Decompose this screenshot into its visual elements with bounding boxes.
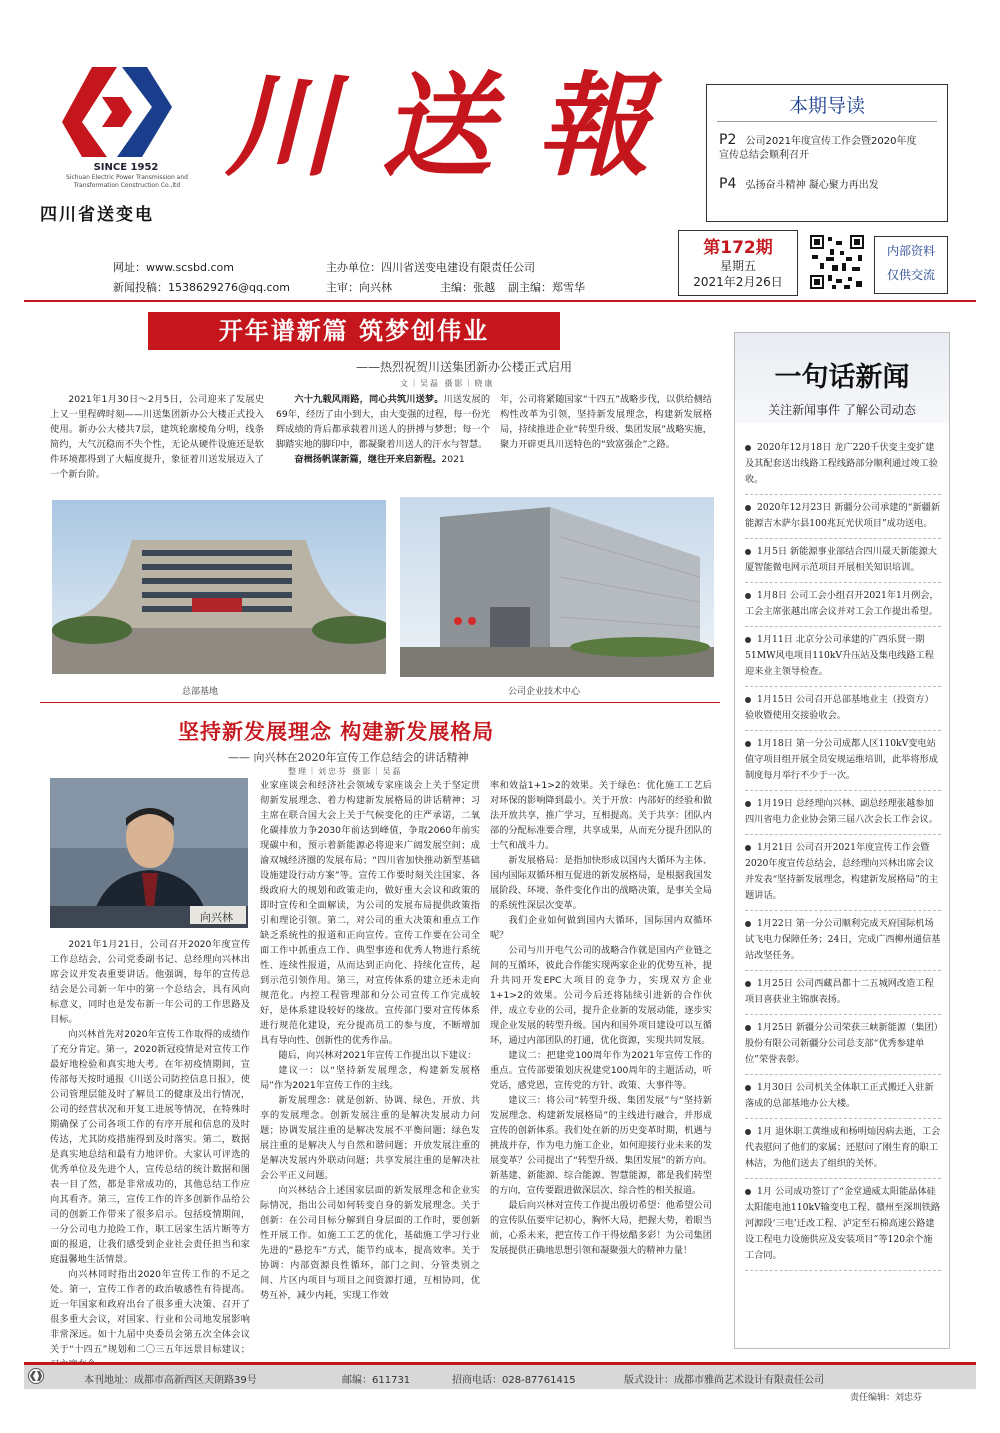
- footer-phone: 招商电话：028-87761415: [452, 1375, 576, 1386]
- news-item-text: 1月18日 第一分公司成都人区110kV变电站值守项目组开展全员安规运维培训，此举将形成制度每月举行不少于一次。: [745, 738, 938, 781]
- bullet-icon: [745, 505, 751, 511]
- speaker-photo: [50, 778, 248, 928]
- logo-name: 四川省送变电: [40, 205, 154, 225]
- article2-col1: [50, 937, 250, 1372]
- news-subtitle: 关注新闻事件 了解公司动态: [768, 403, 916, 417]
- article1-subtitle: ——热烈祝贺川送集团新办公楼正式启用: [356, 360, 573, 374]
- chief-reviewer: 主审：向兴林: [326, 281, 392, 294]
- footer-design: 版式设计：成都市雅尚艺术设计有限责任公司: [624, 1375, 824, 1386]
- website[interactable]: 网址：www.scsbd.com: [113, 261, 234, 274]
- editor-in-chief: 主编：张越: [440, 281, 495, 294]
- paragraph: 率和效益1+1>2的效果。关于绿色：优化施工工艺后对环保的影响降到最小。关于开放：内部好的经验和做法开放共享，推广学习，互相提高。关于共享：团队内部的分配标准要合理，共享成果，从而充分提升团队的士气和战斗力。: [490, 780, 712, 851]
- bullet-icon: [745, 741, 751, 747]
- company-logo: [62, 62, 172, 162]
- paragraph: 年，公司将紧随国家“十四五”战略步伐，以供给侧结构性改革为引领，坚持新发展理念，构建新发展格局，持续推进企业“转型升级、集团发展”战略实施，聚力开辟更具川送特色的“致富强企”之路。: [500, 394, 712, 450]
- paragraph: 新发展理念：就是创新、协调、绿色、开放、共享的发展理念。创新发展注重的是解决发展动力问题；协调发展注重的是解决发展不平衡问题；绿色发展注重的是解决人与自然和谐问题；开放发展注重的是解决发展内外联动问题；共享发展注重的是解决社会公平正义问题。: [260, 1095, 480, 1181]
- tech-center-photo: [400, 497, 714, 677]
- guide-item[interactable]: [719, 133, 919, 163]
- bullet-icon: [745, 981, 751, 987]
- bullet-icon: [745, 845, 751, 851]
- footer-postcode: 邮编：611731: [342, 1375, 411, 1386]
- news-item[interactable]: [745, 583, 941, 627]
- news-list: [745, 435, 941, 1271]
- paragraph: 最后向兴林对宣传工作提出殷切希望：他希望公司的宣传队伍要牢记初心，胸怀大局，把握大势，着眼当前，心系未来，把宣传工作干得炫酷多彩！为公司集团发展提供正确地思想引领和凝聚强大的精神力量！: [490, 1200, 712, 1256]
- paragraph: 向兴林结合上述国家层面的新发展理念和企业实际情况，指出公司如何转变自身的新发展理念。关于创新：在公司目标分解到自身层面的工作时，要创新性开展工作。如施工工艺的优化，基础施工学习行业先进的“悬挖车”方式，能节约成本，提高效率。关于协调：内部资源良性循环，部门之间、分管类别之间、片区内项目与项目之间资源打通，互相协同，优势互补，减少内耗，实现工作效: [260, 1185, 480, 1301]
- brief-news-panel: [734, 332, 950, 1349]
- news-item-text: 1月11日 北京分公司承建的广西乐贤一期51MW风电项目110kV升压站及集电线路工程迎来业主领导检查。: [745, 634, 934, 677]
- lead: 奋楫扬帆谋新篇，继往开来启新程。: [294, 454, 442, 465]
- article1-col3: [500, 392, 712, 452]
- bullet-icon: [745, 801, 751, 807]
- news-title: 一句话新闻: [774, 362, 910, 393]
- paragraph: 我们企业如何做到国内大循环，国际国内双循环呢？: [490, 915, 712, 941]
- masthead-title: 川送報: [225, 61, 693, 192]
- bullet-icon: [745, 445, 751, 451]
- news-item-text: 1月21日 公司召开2021年度宣传工作会暨2020年度宣传总结会，总经理向兴林出席会议并发表“坚持新发展理念，构建新发展格局”的主题讲话。: [745, 842, 939, 901]
- article1-col2: [276, 392, 490, 467]
- news-item-text: 1月15日 公司召开总部基地业主（投资方）验收暨使用交接验收会。: [745, 694, 934, 721]
- paragraph: [276, 392, 490, 452]
- photo1-caption: 总部基地: [182, 687, 219, 697]
- text: 2021: [441, 454, 465, 465]
- article2-col3: [490, 778, 712, 1258]
- bullet-icon: [745, 1025, 751, 1031]
- text: 川送发展的69年，经历了由小到大，由大变强的过程，每一份光辉成绩的背后都承载着川送人的拼搏与梦想；每一个脚踏实地的脚印中，都凝聚着川送人的汗水与智慧。: [276, 394, 491, 450]
- guide-item[interactable]: [719, 177, 879, 193]
- news-item-text: 2020年12月18日 龙广220千伏变主变扩建及其配套送出线路工程线路部分顺利通过竣工验收。: [745, 442, 938, 485]
- paragraph: [276, 452, 490, 467]
- responsible-editor: 责任编辑：刘忠芬: [850, 1393, 923, 1403]
- bullet-icon: [745, 921, 751, 927]
- news-item-text: 1月25日 公司西藏昌都十二五城网改造工程项目喜获业主锦旗表扬。: [745, 978, 934, 1005]
- paragraph: 业家座谈会和经济社会领域专家座谈会上关于坚定贯彻新发展理念、着力构建新发展格局的讲话精神；习主席在联合国大会上关于气候变化的庄严承诺，二氧化碳排放力争2030年前达到峰值，争取2060年前实现碳中和，预示着新能源必将迎来广阔发展空间；成渝双城经济圈的发展布局；“四川省加快推动新型基础设施建设行动方案”等。宣传工作要时刻关注国家、各级政府大的规划和政策走向，做好重大会议和政策的即时宣传和全面解读，为公司的发展布局提供政策指引和理论引领。第二，对公司的重大决策和重点工作缺乏系统性的报道和正向宣传。宣传工作要在公司全面工作中抓重点工作、典型事迹和优秀人物进行系统性、连续性报道，从而达到正向化、持续化宣传，起到示范引领作用。第三，对宣传体系的建立还未走向规范化。内控工程管理部和分公司宣传工作完成较好，是体系建设较好的缘故。宣传部门要对宣传体系进行规范化建设，充分提高员工的参与度，不断增加具有导向性、创新性的优秀作品。: [260, 780, 480, 1046]
- speaker-nameplate: 向兴林: [200, 911, 233, 924]
- news-item-text: 1月30日 公司机关全体职工正式搬迁入驻新落成的总部基地办公大楼。: [745, 1082, 934, 1109]
- host-unit: 主办单位：四川省送变电建设有限责任公司: [326, 261, 535, 274]
- deputy-editor: 副主编：郑雪华: [508, 281, 585, 294]
- footer-logo-icon: [28, 1368, 44, 1387]
- paragraph: 向兴林首先对2020年宣传工作取得的成绩作了充分肯定。第一，2020新冠疫情是对宣传工作最好地检验和真实地大考。在年初疫情期间，宣传部每天按时通报《川送公司防控信息日报》，使公司管理层能及时了解员工的健康及出行情况，公司的经营状况和开复工进展等情况，在特殊时期确保了公司各项工作的有序开展和信息的及时传达，尤其防疫措施得到及时落实。第二，数据是真实地总结和最有力地评价。大家认可评选的优秀单位及先进个人，宣传总结的统计数据和图表一目了然，都是非常成功的，其他总结工作应向其看齐。第三，宣传工作的许多创新作品给公司的创新工作带来了很多启示。包括疫情期间，一分公司电力抢险工作，职工居家生活片断等方面的报道，让我们感受到企业社会责任担当和家庭温馨地生活情景。: [50, 1029, 250, 1265]
- article2-title: 坚持新发展理念 构建新发展格局: [178, 719, 495, 744]
- paragraph: 2021年1月30日～2月5日，公司迎来了发展史上又一里程碑时刻——川送集团新办公大楼正式投入使用。新办公大楼共7层，建筑轮廓棱角分明，线条简约，大气沉稳而不失个性，无论从硬件设施还是软件环境都得到了大幅度提升，象征着川送发展迈入了一个新台阶。: [50, 394, 264, 480]
- news-item-text: 2020年12月23日 新疆分公司承建的“新疆新能源吉木萨尔县100兆瓦光伏项目”成功送电。: [745, 502, 941, 529]
- bullet-icon: [745, 1189, 751, 1195]
- article1-col1: [50, 392, 264, 482]
- news-item-text: 1月19日 总经理向兴林、副总经理张越参加四川省电力企业协会第三届八次会长工作会议。: [745, 798, 938, 825]
- photo2-caption: 公司企业技术中心: [508, 687, 581, 697]
- issue-info: [678, 230, 798, 296]
- news-item[interactable]: [745, 971, 941, 1015]
- news-item-text: 1月22日 第一分公司顺利完成天府国际机场试飞电力保障任务；24日，完成广西柳州通信基站改坚任务。: [745, 918, 941, 961]
- news-item[interactable]: [745, 911, 941, 971]
- internal-line: 仅供交流: [886, 268, 935, 282]
- article1-byline: 文｜吴磊 摄影｜晓康: [400, 379, 495, 388]
- article1-title: 开年谱新篇 筑梦创伟业: [148, 312, 560, 350]
- guide-page: P4: [719, 176, 737, 192]
- qr-code-icon[interactable]: [808, 233, 866, 291]
- headquarters-photo: [52, 500, 386, 674]
- issue-weekday: 星期五: [719, 259, 756, 273]
- issue-date: 2021年2月26日: [693, 275, 783, 289]
- section-divider: [40, 702, 720, 703]
- internal-line: 内部资料: [886, 244, 935, 258]
- header-rule: [24, 300, 976, 302]
- logo-since: SINCE 1952: [93, 162, 159, 173]
- paragraph: 建议二：把建党100周年作为2021年宣传工作的重点。宣传部要策划庆祝建党100周年的主题活动，听党话，感党恩，宣传党的方针、政策、大事件等。: [490, 1050, 712, 1091]
- lead: 六十九载风雨路，同心共筑川送梦。: [294, 394, 444, 405]
- paragraph: 建议一：以“坚持新发展理念，构建新发展格局”作为2021年宣传工作的主线。: [260, 1065, 480, 1091]
- bullet-icon: [745, 593, 751, 599]
- news-item-text: 1月25日 新疆分公司荣获三峡新能源（集团）股份有限公司新疆分公司总支部“优秀参建单位”荣誉表彰。: [745, 1022, 939, 1065]
- news-item-text: 1月 公司成功签订了“金堂通威太阳能晶体硅太阳能电池110kV输变电工程、赣州至深圳铁路河源段‘三电’迁改工程、泸定至石棉高速公路建设工程电力设施供应及安装项目”等120余个施工合同。: [745, 1186, 941, 1261]
- news-header: [735, 333, 949, 423]
- news-item[interactable]: [745, 731, 941, 791]
- news-item[interactable]: [745, 1015, 941, 1075]
- paragraph: 建议三：将公司“转型升级、集团发展”与“坚持新发展理念、构建新发展格局”的主线进行融合，并形成宣传的创新体系。我们处在新的历史变革时期，机遇与挑战并存，作为电力施工企业，如何迎接行业未来的发展变革？公司提出了“转型升级、集团发展”的新方向。新基建、新能源、综合能源、智慧能源，都是我们转型的方向，宣传要跟进做深层次、综合性的相关报道。: [490, 1095, 712, 1196]
- news-item[interactable]: [745, 1119, 941, 1179]
- issue-guide: [706, 84, 948, 222]
- paragraph: 2021年1月21日，公司召开2020年度宣传工作总结会，公司党委副书记、总经理向兴林出席会议并发表重要讲话。他强调，每年的宣传总结会是公司新一年中的第一个总结会，具有风向标意义，同时也是发布新一年公司的工作思路及目标。: [50, 939, 250, 1025]
- submission-email[interactable]: 新闻投稿：1538629276@qq.com: [113, 281, 290, 294]
- guide-title: 本期导读: [788, 95, 865, 117]
- paragraph: 向兴林同时指出2020年宣传工作的不足之处。第一，宣传工作者的政治敏感性有待提高。近一年国家和政府出台了很多重大决策、召开了很多重大会议，对国家、行业和公司地发展影响非常深远。如十九届中央委员会第五次全体会议关于“十四五”规划和二〇三五年远景目标建议；: [50, 1269, 250, 1355]
- article2-byline: 整理｜刘忠芬 摄影｜吴磊: [288, 767, 403, 776]
- bullet-icon: [745, 1129, 751, 1135]
- bullet-icon: [745, 637, 751, 643]
- issue-number: 第172期: [703, 238, 773, 258]
- news-item-text: 1月 退休职工黄维成和杨明灿因病去逝，工会代表慰问了他们的家属；还慰问了刚生育的职工林洁，为他们送去了组织的关怀。: [745, 1126, 941, 1169]
- news-item-text: 1月5日 新能源事业部结合四川晟天新能源大厦智能微电网示范项目开展相关知识培训。: [745, 546, 937, 573]
- news-item[interactable]: [745, 435, 941, 495]
- logo-subtext: Sichuan Electric Power Transmission and Transformation Construction Co.,ltd: [66, 174, 188, 189]
- news-item[interactable]: [745, 835, 941, 911]
- news-item[interactable]: [745, 627, 941, 687]
- news-item[interactable]: [745, 539, 941, 583]
- guide-text: 公司2021年度宣传工作会暨2020年度宣传总结会顺利召开: [719, 136, 917, 161]
- footer-bar: [24, 1362, 976, 1389]
- bullet-icon: [745, 549, 751, 555]
- news-item-text: 1月8日 公司工会小组召开2021年1月例会，工会主席张越出席会议并对工会工作提出希望。: [745, 590, 939, 617]
- news-item[interactable]: [745, 791, 941, 835]
- internal-notice: [874, 236, 948, 294]
- guide-page: P2: [719, 132, 737, 148]
- paragraph: 公司与川开电气公司的战略合作就是国内产业链之间的互循环，彼此合作能实现两家企业的优势互补，提升共同开发EPC大项目的竞争力，实现双方企业1+1>2的效果。公司今后还将陆续引进新的合作伙伴，成立专业的公司，提升企业新的发展动能，逐步实现企业发展的转型升级。国内和国外项目建设可以互循环，通过内部团队的打通，优化资源，实现共同发展。: [490, 945, 712, 1046]
- paragraph: 新发展格局：是指加快形成以国内大循环为主体、国内国际双循环相互促进的新发展格局，是根据我国发展阶段、环境、条件变化作出的战略决策，是事关全局的系统性深层次变革。: [490, 855, 712, 911]
- footer-address: 本刊地址：成都市高新西区天朗路39号: [84, 1375, 257, 1386]
- article2-subtitle: —— 向兴林在2020年宣传工作总结会的讲话精神: [228, 751, 469, 764]
- bullet-icon: [745, 1085, 751, 1091]
- bullet-icon: [745, 697, 751, 703]
- news-item[interactable]: [745, 687, 941, 731]
- article2-col2: [260, 778, 480, 1303]
- news-item[interactable]: [745, 495, 941, 539]
- paragraph: 随后，向兴林对2021年宣传工作提出以下建议：: [278, 1050, 477, 1061]
- news-item[interactable]: [745, 1179, 941, 1271]
- news-item[interactable]: [745, 1075, 941, 1119]
- guide-text: 弘扬奋斗精神 凝心聚力再出发: [745, 180, 879, 191]
